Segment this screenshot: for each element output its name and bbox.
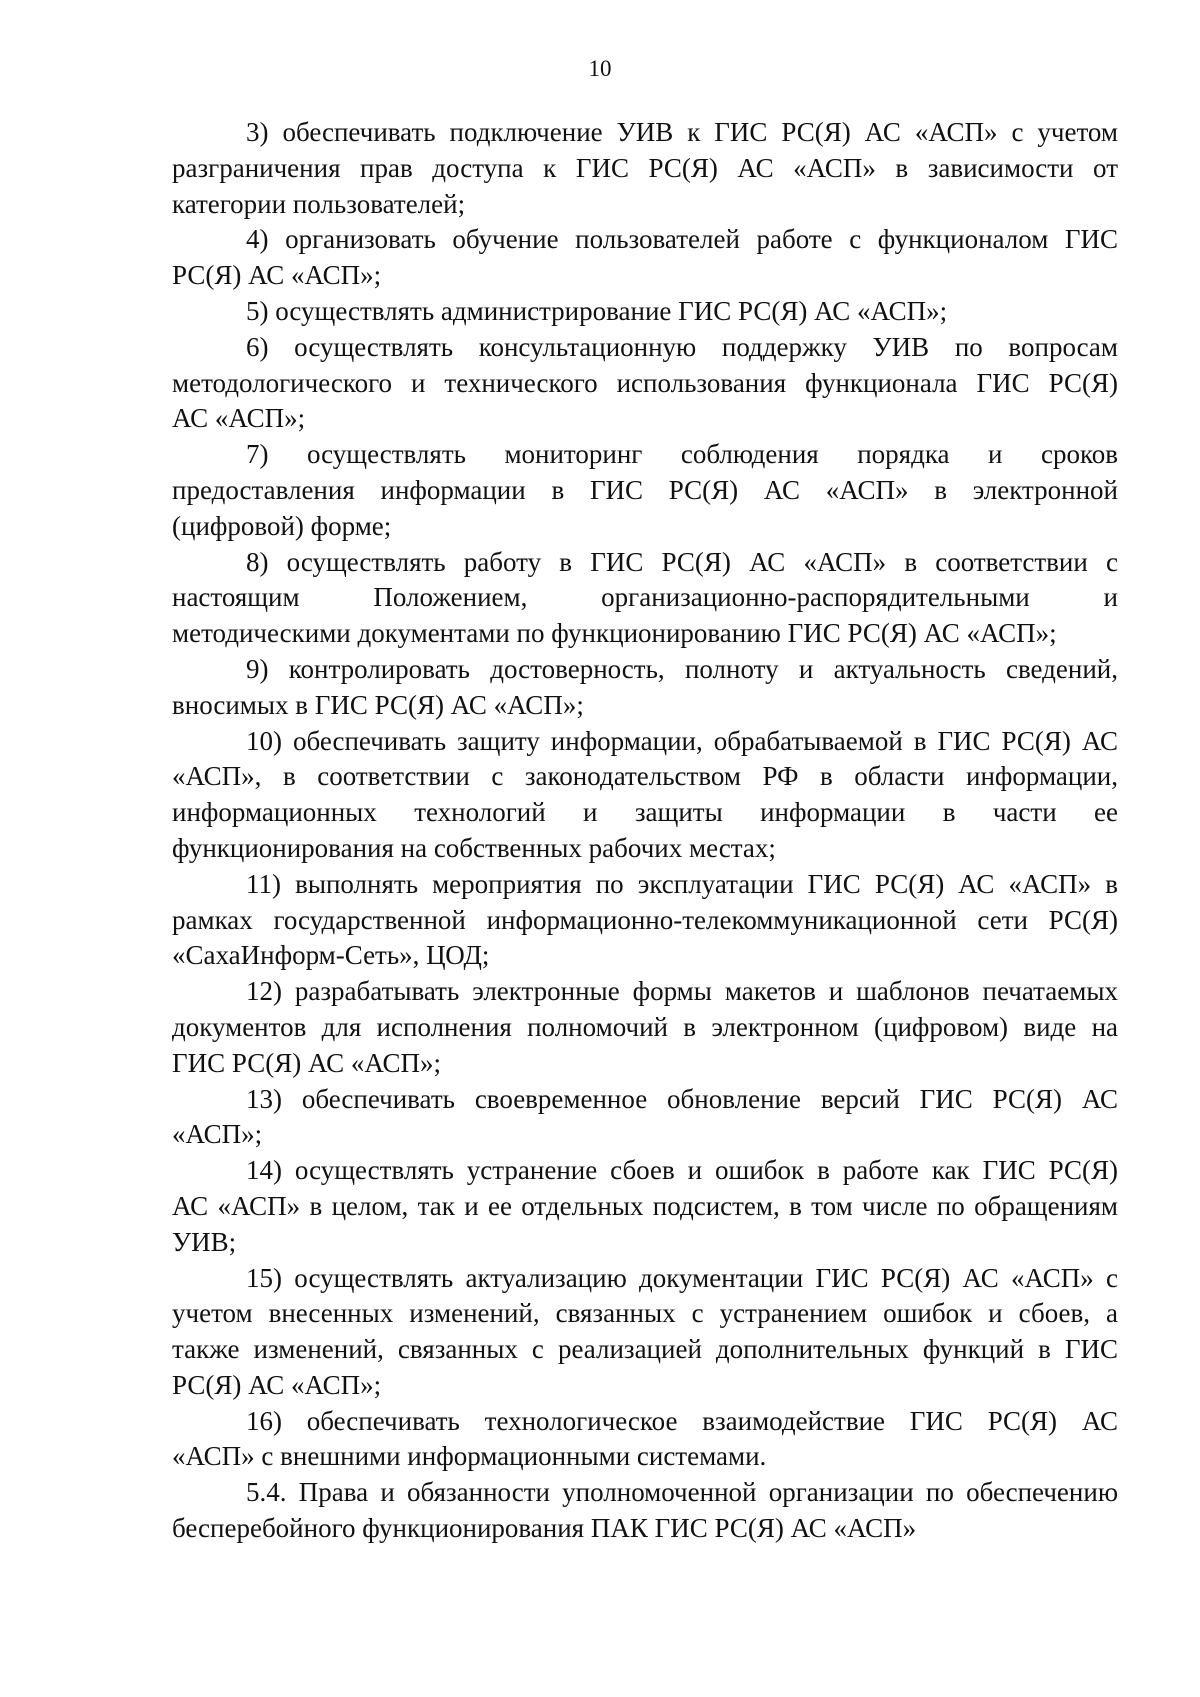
list-item-4 — [172, 222, 1118, 294]
text-line: 15) осуществлять актуализацию документации ГИС РС(Я) АС «АСП» с — [246, 1262, 1118, 1293]
text-line: 12) разрабатывать электронные формы макетов и шаблонов печатаемых — [246, 976, 1118, 1007]
text-line: АС «АСП» в целом, так и ее отдельных подсистем, в том числе по обращениям — [172, 1190, 1118, 1221]
text-line: методическими документами по функционированию ГИС РС(Я) АС «АСП»; — [172, 618, 1057, 649]
text-line: «СахаИнформ-Сеть», ЦОД; — [172, 940, 490, 971]
text-line: настоящим Положением, организационно-распорядительными и — [172, 582, 1118, 613]
text-line: 11) выполнять мероприятия по эксплуатации ГИС РС(Я) АС «АСП» в — [246, 868, 1118, 899]
text-line: информационных технологий и защиты информации в части ее — [172, 797, 1118, 828]
list-item-13 — [172, 1082, 1118, 1154]
text-line: (цифровой) форме; — [172, 510, 392, 541]
text-line: разграничения прав доступа к ГИС РС(Я) АС «АСП» в зависимости от — [172, 152, 1118, 183]
text-line: категории пользователей; — [172, 188, 466, 219]
list-item-10 — [172, 724, 1118, 867]
text-line: функционирования на собственных рабочих местах; — [172, 832, 776, 863]
list-item-14 — [172, 1153, 1118, 1260]
list-item-5 — [172, 294, 1118, 330]
list-item-7 — [172, 437, 1118, 544]
document-body — [172, 115, 1118, 1547]
text-line: рамках государственной информационно-телекоммуникационной сети РС(Я) — [172, 904, 1118, 935]
text-line: документов для исполнения полномочий в электронном (цифровом) виде на — [172, 1011, 1118, 1042]
text-line: «АСП»; — [172, 1119, 263, 1150]
text-line: 16) обеспечивать технологическое взаимодействие ГИС РС(Я) АС — [246, 1405, 1118, 1436]
text-line: 14) осуществлять устранение сбоев и ошибок в работе как ГИС РС(Я) — [246, 1155, 1118, 1186]
list-item-3 — [172, 115, 1118, 222]
text-line: УИВ; — [172, 1226, 237, 1257]
text-line: РС(Я) АС «АСП»; — [172, 260, 382, 291]
text-line: 4) организовать обучение пользователей работе с функционалом ГИС — [246, 224, 1118, 255]
text-line: предоставления информации в ГИС РС(Я) АС «АСП» в электронной — [172, 474, 1118, 505]
text-line: 5) осуществлять администрирование ГИС РС(Я) АС «АСП»; — [246, 295, 948, 326]
text-line: 9) контролировать достоверность, полноту и актуальность сведений, — [246, 653, 1118, 684]
list-item-6 — [172, 330, 1118, 437]
text-line: бесперебойного функционирования ПАК ГИС РС(Я) АС «АСП» — [172, 1513, 917, 1544]
list-item-15 — [172, 1261, 1118, 1404]
section-heading-5-4 — [172, 1475, 1118, 1547]
text-line: АС «АСП»; — [172, 403, 306, 434]
text-line: «АСП» с внешними информационными системами. — [172, 1441, 767, 1472]
list-item-8 — [172, 545, 1118, 652]
list-item-9 — [172, 652, 1118, 724]
text-line: методологического и технического использования функционала ГИС РС(Я) — [172, 367, 1118, 398]
list-item-12 — [172, 974, 1118, 1081]
list-item-16 — [172, 1404, 1118, 1476]
text-line: 5.4. Права и обязанности уполномоченной организации по обеспечению — [246, 1477, 1118, 1508]
text-line: ГИС РС(Я) АС «АСП»; — [172, 1047, 442, 1078]
list-item-11 — [172, 867, 1118, 974]
text-line: учетом внесенных изменений, связанных с устранением ошибок и сбоев, а — [172, 1298, 1118, 1329]
text-line: также изменений, связанных с реализацией дополнительных функций в ГИС — [172, 1334, 1118, 1365]
text-line: вносимых в ГИС РС(Я) АС «АСП»; — [172, 689, 584, 720]
text-line: 3) обеспечивать подключение УИВ к ГИС РС(Я) АС «АСП» с учетом — [246, 117, 1118, 147]
text-line: 8) осуществлять работу в ГИС РС(Я) АС «АСП» в соответствии с — [246, 546, 1118, 577]
text-line: 13) обеспечивать своевременное обновление версий ГИС РС(Я) АС — [246, 1083, 1118, 1114]
text-line: 10) обеспечивать защиту информации, обрабатываемой в ГИС РС(Я) АС — [246, 725, 1118, 756]
text-line: 6) осуществлять консультационную поддержку УИВ по вопросам — [246, 331, 1118, 362]
page-number: 10 — [588, 56, 612, 81]
text-line: «АСП», в соответствии с законодательством РФ в области информации, — [172, 761, 1118, 792]
text-line: 7) осуществлять мониторинг соблюдения порядка и сроков — [246, 439, 1118, 470]
text-line: РС(Я) АС «АСП»; — [172, 1369, 382, 1400]
